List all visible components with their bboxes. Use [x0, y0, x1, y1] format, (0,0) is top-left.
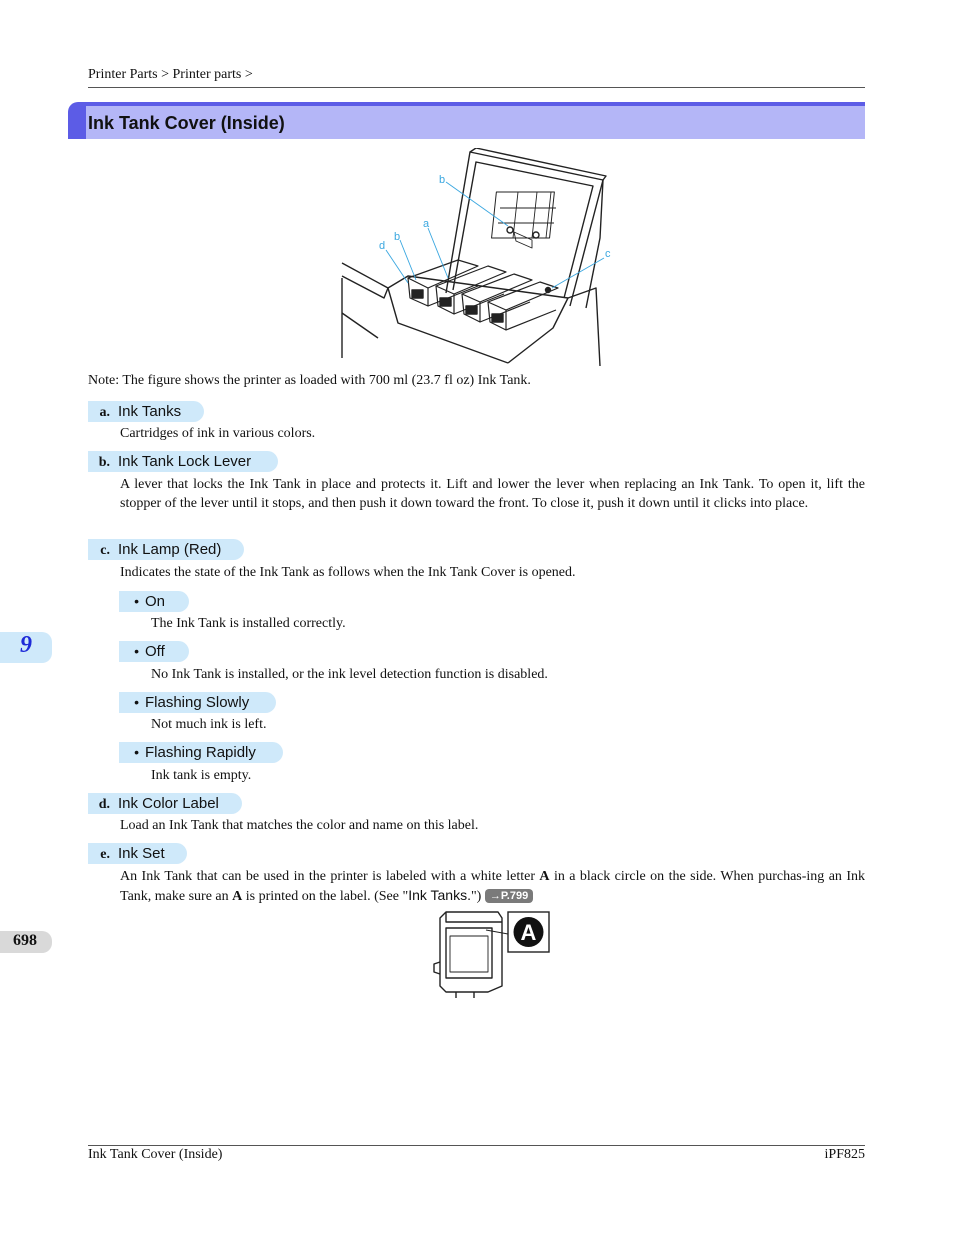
lamp-state-title: Flashing Slowly — [145, 694, 250, 711]
term-letter: c. — [100, 543, 110, 558]
bullet: • — [134, 744, 139, 760]
term-description: Load an Ink Tank that matches the color and name on this label. — [120, 818, 479, 833]
term-letter: b. — [98, 455, 110, 470]
breadcrumb — [88, 67, 253, 83]
figure-note: Note: The figure shows the printer as loaded with 700 ml (23.7 fl oz) Ink Tank. — [88, 373, 531, 388]
callout-b-left: b — [394, 231, 401, 243]
ink-tank-cover-illustration — [338, 148, 613, 366]
breadcrumb-separator: > — [157, 67, 173, 82]
section-heading — [68, 102, 865, 139]
ink-set-text: An Ink Tank that can be used in the printer is labeled with a white letter — [120, 869, 540, 884]
footer-rule — [88, 1145, 865, 1146]
term-ink-set — [88, 843, 187, 864]
callout-a: a — [423, 218, 430, 230]
term-description: A lever that locks the Ink Tank in place and protects it. Lift and lower the lever when replacing an Ink Tank. To open it, lift the stopper of the lever until it stops, and then push it down toward the front. To close it, push it down until it clicks into place. — [120, 477, 865, 511]
term-ink-lamp — [88, 539, 244, 560]
footer-model-name: iPF825 — [824, 1147, 865, 1162]
page-reference-link[interactable]: →P.799 — [485, 889, 533, 903]
lamp-state-description: Ink tank is empty. — [151, 768, 252, 783]
term-title: Ink Set — [118, 845, 165, 862]
term-letter: a. — [99, 405, 110, 420]
callout-b-top: b — [439, 174, 446, 186]
bullet: • — [134, 643, 139, 659]
breadcrumb-printer-parts-sub-link[interactable]: Printer parts — [172, 67, 242, 82]
lamp-state-off — [119, 641, 189, 662]
callout-d: d — [379, 240, 386, 252]
lamp-state-on — [119, 591, 189, 612]
ink-tanks-link[interactable]: Ink Tanks. — [408, 887, 471, 903]
chapter-number: 9 — [20, 632, 32, 658]
bullet: • — [134, 694, 139, 710]
lamp-state-description: Not much ink is left. — [151, 717, 267, 732]
ink-set-bold-letter: A — [539, 869, 550, 884]
term-ink-tank-lock-lever — [88, 451, 278, 472]
term-description: Indicates the state of the Ink Tank as follows when the Ink Tank Cover is opened. — [120, 565, 576, 580]
callout-c: c — [605, 248, 611, 260]
term-letter: e. — [100, 847, 110, 862]
breadcrumb-separator: > — [241, 67, 253, 82]
ink-set-bold-letter: A — [232, 889, 243, 904]
breadcrumb-printer-parts-link[interactable]: Printer Parts — [88, 67, 158, 82]
page-number-tab — [0, 931, 52, 953]
term-ink-color-label — [88, 793, 242, 814]
lamp-state-flashing-rapidly — [119, 742, 283, 763]
ink-set-description — [120, 867, 865, 906]
lamp-state-title: Off — [145, 643, 165, 660]
ink-set-a-mark: A — [520, 920, 537, 945]
bullet: • — [134, 593, 139, 609]
ink-set-text: ") — [470, 889, 485, 904]
ink-set-text: in a black circle on the side. When purchas-ing an Ink Tank, make sure an — [120, 869, 866, 904]
ink-set-text: is printed on the label. (See " — [242, 889, 409, 904]
lamp-state-title: On — [145, 593, 166, 610]
term-letter: d. — [98, 797, 110, 812]
term-title: Ink Tank Lock Lever — [118, 453, 252, 470]
term-title: Ink Lamp (Red) — [118, 541, 222, 558]
term-title: Ink Color Label — [118, 795, 219, 812]
footer-section-title: Ink Tank Cover (Inside) — [88, 1147, 223, 1162]
lamp-state-description: The Ink Tank is installed correctly. — [151, 616, 346, 631]
chapter-tab[interactable] — [0, 632, 52, 663]
term-title: Ink Tanks — [118, 403, 182, 420]
ink-tank-a-label-illustration — [428, 908, 552, 998]
lamp-state-title: Flashing Rapidly — [145, 744, 256, 761]
term-description: Cartridges of ink in various colors. — [120, 426, 316, 441]
page-number: 698 — [13, 932, 37, 949]
section-title: Ink Tank Cover (Inside) — [88, 113, 285, 133]
header-rule — [88, 87, 865, 88]
lamp-state-flashing-slowly — [119, 692, 276, 713]
lamp-state-description: No Ink Tank is installed, or the ink level detection function is disabled. — [151, 667, 548, 682]
term-ink-tanks — [88, 401, 204, 422]
